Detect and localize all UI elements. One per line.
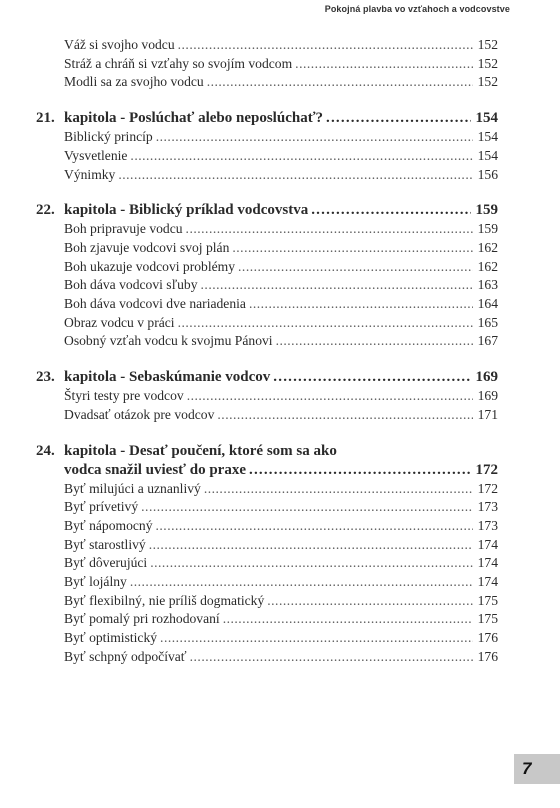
toc-item[interactable] — [36, 258, 498, 277]
chapter-heading[interactable] — [36, 442, 498, 461]
chapter-page: 169 — [475, 369, 498, 386]
toc-item-page: 174 — [477, 555, 498, 571]
leader-dots — [276, 332, 473, 351]
toc-item-label: Dvadsať otázok pre vodcov — [64, 406, 215, 422]
toc-item-page: 162 — [477, 258, 498, 274]
leader-dots — [249, 295, 473, 314]
chapter-23 — [36, 368, 498, 424]
toc-item[interactable] — [36, 36, 498, 55]
toc-item-page: 154 — [477, 129, 498, 145]
toc-item-label: Osobný vzťah vodcu k svojmu Pánovi — [64, 333, 273, 349]
toc-item-page: 152 — [477, 55, 498, 71]
chapter-22 — [36, 201, 498, 351]
toc-item-page: 154 — [477, 147, 498, 163]
toc-item-label: Boh ukazuje vodcovi problémy — [64, 258, 236, 274]
toc-item-label: Boh zjavuje vodcovi svoj plán — [64, 239, 230, 255]
toc-item[interactable] — [36, 73, 498, 92]
toc-item[interactable] — [36, 332, 498, 351]
toc-item-page: 165 — [477, 314, 498, 330]
toc-item-label: Byť lojálny — [64, 574, 127, 590]
leader-dots — [118, 166, 473, 185]
toc-item[interactable] — [36, 220, 498, 239]
toc-item-label: Štyri testy pre vodcov — [64, 388, 184, 404]
chapter-heading[interactable] — [36, 109, 498, 128]
toc-item-label: Byť dôverujúci — [64, 555, 148, 571]
toc-item[interactable] — [36, 387, 498, 406]
chapter-title-continued: vodca snažil uviesť do praxe — [64, 461, 246, 478]
running-head: Pokojná plavba vo vzťahoch a vodcovstve — [324, 4, 510, 14]
chapter-heading-continued[interactable] — [36, 461, 498, 480]
leader-dots — [130, 147, 473, 166]
toc-item[interactable] — [36, 498, 498, 517]
chapter-title: kapitola - Poslúchať alebo neposlúchať? — [64, 110, 324, 127]
leader-dots — [295, 55, 473, 74]
toc-item[interactable] — [36, 610, 498, 629]
chapter-heading[interactable] — [36, 368, 498, 387]
toc-item[interactable] — [36, 554, 498, 573]
toc-item-label: Váž si svojho vodcu — [64, 37, 175, 52]
toc-item[interactable] — [36, 314, 498, 333]
leader-dots — [311, 201, 471, 220]
leader-dots — [190, 648, 473, 667]
toc-item[interactable] — [36, 147, 498, 166]
toc-item[interactable] — [36, 295, 498, 314]
leader-dots — [223, 610, 473, 629]
leader-dots — [187, 387, 473, 406]
toc-item-page: 152 — [477, 74, 498, 90]
leader-dots — [156, 128, 473, 147]
toc-item[interactable] — [36, 536, 498, 555]
chapter-page: 159 — [475, 202, 498, 219]
leader-dots — [130, 573, 473, 592]
toc-item-page: 175 — [477, 592, 498, 608]
toc-item-label: Byť optimistický — [64, 630, 158, 646]
toc-item-label: Výnimky — [64, 166, 116, 182]
toc-item-page: 152 — [477, 37, 498, 52]
leader-dots — [178, 36, 473, 55]
toc-item[interactable] — [36, 55, 498, 74]
toc-item[interactable] — [36, 648, 498, 667]
toc-item[interactable] — [36, 573, 498, 592]
toc-item-page: 173 — [477, 517, 498, 533]
toc-item-label: Byť starostlivý — [64, 536, 146, 552]
leader-dots — [238, 258, 473, 277]
toc-item-page: 163 — [477, 277, 498, 293]
toc-item-page: 173 — [477, 499, 498, 515]
chapter-title: kapitola - Sebaskúmanie vodcov — [64, 369, 271, 386]
chapter-page: 154 — [475, 110, 498, 127]
toc-item-page: 176 — [477, 648, 498, 664]
chapter-page: 172 — [475, 461, 498, 478]
toc-item-page: 174 — [477, 536, 498, 552]
chapter-heading[interactable] — [36, 201, 498, 220]
leader-dots — [178, 314, 473, 333]
toc-item-label: Byť milujúci a uznanlivý — [64, 480, 201, 496]
toc-item[interactable] — [36, 592, 498, 611]
toc-item-label: Boh pripravuje vodcu — [64, 221, 183, 237]
leader-dots — [207, 73, 473, 92]
toc-item-label: Biblický princíp — [64, 129, 153, 145]
toc-item-label: Byť prívetivý — [64, 499, 139, 515]
toc-item-page: 164 — [477, 296, 498, 312]
toc-item-label: Vysvetlenie — [64, 147, 128, 163]
leader-dots — [141, 498, 473, 517]
leader-dots — [201, 276, 473, 295]
toc-item-label: Modli sa za svojho vodcu — [64, 74, 204, 90]
toc-item-page: 174 — [477, 574, 498, 590]
toc-item-page: 162 — [477, 239, 498, 255]
toc-item[interactable] — [36, 517, 498, 536]
leader-dots — [273, 368, 471, 387]
chapter-number: 24. — [36, 442, 55, 459]
toc-item-label: Boh dáva vodcovi sľuby — [64, 277, 198, 293]
chapter-number: 23. — [36, 369, 55, 386]
chapter-title: kapitola - Desať poučení, ktoré som sa ako — [64, 442, 337, 459]
toc-item-label: Obraz vodcu v práci — [64, 314, 175, 330]
toc-item-label: Byť flexibilný, nie príliš dogmatický — [64, 592, 265, 608]
toc-item-page: 175 — [477, 611, 498, 627]
leader-dots — [186, 220, 473, 239]
toc-item-label: Stráž a chráň si vzťahy so svojím vodcom — [64, 55, 293, 71]
chapter-number: 22. — [36, 202, 55, 219]
table-of-contents — [36, 36, 498, 684]
toc-item[interactable] — [36, 239, 498, 258]
toc-item[interactable] — [36, 406, 498, 425]
chapter-title: kapitola - Biblický príklad vodcovstva — [64, 202, 309, 219]
toc-item[interactable] — [36, 480, 498, 499]
page-number-tab — [514, 754, 560, 784]
leader-dots — [217, 406, 473, 425]
leader-dots — [160, 629, 473, 648]
toc-item[interactable] — [36, 276, 498, 295]
leader-dots — [204, 480, 473, 499]
leader-dots — [326, 109, 471, 128]
leader-dots — [232, 239, 473, 258]
toc-item[interactable] — [36, 629, 498, 648]
chapter-20-tail — [36, 36, 498, 92]
toc-item-page: 176 — [477, 630, 498, 646]
chapter-21 — [36, 109, 498, 184]
page-number: 7 — [522, 759, 532, 778]
toc-item-label: Byť schpný odpočívať — [64, 648, 187, 664]
leader-dots — [249, 461, 471, 480]
toc-item[interactable] — [36, 166, 498, 185]
leader-dots — [156, 517, 474, 536]
toc-item-label: Boh dáva vodcovi dve nariadenia — [64, 296, 246, 312]
chapter-number: 21. — [36, 110, 55, 127]
leader-dots — [267, 592, 473, 611]
toc-item-page: 156 — [477, 166, 498, 182]
toc-item-page: 167 — [477, 333, 498, 349]
toc-item[interactable] — [36, 128, 498, 147]
toc-item-page: 171 — [477, 406, 498, 422]
toc-item-page: 169 — [477, 388, 498, 404]
toc-item-label: Byť nápomocný — [64, 517, 153, 533]
toc-item-page: 159 — [477, 221, 498, 237]
leader-dots — [150, 554, 473, 573]
toc-item-label: Byť pomalý pri rozhodovaní — [64, 611, 220, 627]
toc-item-page: 172 — [477, 480, 498, 496]
chapter-24 — [36, 442, 498, 667]
leader-dots — [149, 536, 473, 555]
